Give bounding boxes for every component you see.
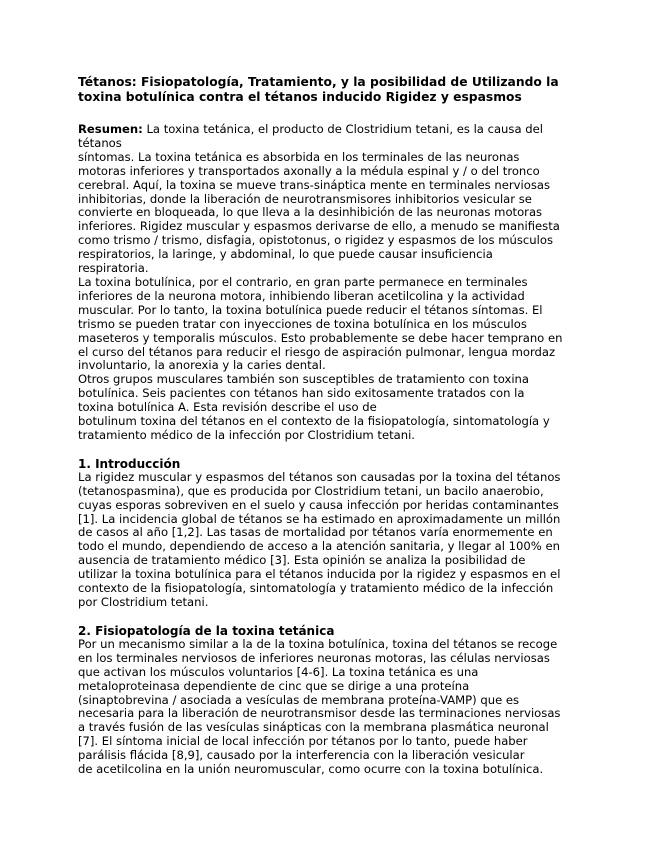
abstract [78, 123, 572, 443]
abstract-line: inferiores de la neurona motora, inhibiendo liberan acetilcolina y la actividad [78, 288, 525, 303]
abstract-line: botulinum toxina del tétanos en el contexto de la fisiopatología, sintomatología y [78, 414, 550, 429]
body-line: utilizar la toxina botulínica para el tétanos inducida por la rigidez y espasmos en el [78, 567, 561, 582]
abstract-first-line [78, 123, 572, 137]
title-line: toxina botulínica contra el tétanos inducido Rigidez y espasmos [78, 90, 522, 104]
section-introduction [78, 457, 572, 610]
abstract-line: inhibitorias, donde la liberación de neurotransmisores inhibitorios vesicular se [78, 191, 532, 206]
abstract-label: Resumen: [78, 122, 143, 136]
body-line: La rigidez muscular y espasmos del tétanos son causadas por la toxina del tétanos [78, 469, 561, 484]
body-line: contexto de la fisiopatología, sintomatología y tratamiento médico de la infección [78, 581, 554, 596]
body-line: (tetanospasmina), que es producida por Clostridium tetani, un bacilo anaerobio, [78, 483, 544, 498]
abstract-line: toxina botulínica A. Esta revisión describe el uso de [78, 400, 377, 415]
abstract-text: La toxina tetánica, el producto de Clostridium tetani, es la causa del [142, 122, 543, 136]
abstract-line: convierte en bloqueada, lo que lleva a la desinhibición de las neuronas motoras [78, 205, 543, 220]
document-page [78, 75, 572, 777]
abstract-line: como trismo / trismo, disfagia, opistotonus, o rigidez y espasmos de los músculos [78, 233, 553, 248]
body-line: (sinaptobrevina / asociada a vesículas de membrana proteína-VAMP) que es [78, 692, 520, 707]
abstract-line: motoras inferiores y transportados axonally a la médula espinal y / o del tronco [78, 163, 540, 178]
body-line: en los terminales nerviosos de inferiores neuronas motoras, las células nerviosas [78, 650, 550, 665]
paper-title [78, 75, 572, 105]
body-line: metaloproteinasa dependiente de cinc que se dirige a una proteína [78, 678, 470, 693]
abstract-line: el curso del tétanos para reducir el riesgo de aspiración pulmonar, lengua mordaz [78, 344, 556, 359]
body-line: todo el mundo, dependiendo de acceso a la atención sanitaria, y llegar al 100% en [78, 539, 560, 554]
body-line: de casos al año [1,2]. Las tasas de mortalidad por tétanos varía enormemente en [78, 525, 553, 540]
abstract-line: maseteros y temporalis músculos. Esto probablemente se debe hacer temprano en [78, 330, 563, 345]
section-pathophysiology [78, 624, 572, 777]
abstract-line: respiratoria. [78, 261, 149, 276]
body-line: Por un mecanismo similar a la de la toxina botulínica, toxina del tétanos se recoge [78, 636, 558, 651]
body-line: [7]. El síntoma inicial de local infección por tétanos por lo tanto, puede haber [78, 734, 528, 749]
body-line: [1]. La incidencia global de tétanos se ha estimado en aproximadamente un millón [78, 511, 561, 526]
abstract-line: muscular. Por lo tanto, la toxina botulínica puede reducir el tétanos síntomas. El [78, 302, 543, 317]
abstract-line: botulínica. Seis pacientes con tétanos han sido exitosamente tratados con la [78, 386, 525, 401]
abstract-line: tratamiento médico de la infección por Clostridium tetani. [78, 427, 415, 442]
abstract-line: inferiores. Rigidez muscular y espasmos derivarse de ello, a menudo se manifiesta [78, 219, 560, 234]
abstract-line: Otros grupos musculares también son susceptibles de tratamiento con toxina [78, 372, 529, 387]
abstract-line: La toxina botulínica, por el contrario, en gran parte permanece en terminales [78, 274, 528, 289]
abstract-line: involuntario, la anorexia y la caries dental. [78, 358, 326, 373]
abstract-line: respiratorios, la laringe, y abdominal, lo que puede causar insuficiencia [78, 247, 493, 262]
body-line: de acetilcolina en la unión neuromuscular, como ocurre con la toxina botulínica. [78, 762, 544, 777]
body-line: necesaria para la liberación de neurotransmisor desde las terminaciones nerviosas [78, 706, 561, 721]
body-line: parálisis flácida [8,9], causado por la interferencia con la liberación vesicular [78, 748, 525, 763]
body-line: por Clostridium tetani. [78, 595, 209, 609]
body-line: que activan los músculos voluntarios [4-6]. La toxina tetánica es una [78, 664, 479, 679]
title-line: Tétanos: Fisiopatología, Tratamiento, y la posibilidad de Utilizando la [78, 75, 559, 89]
abstract-line: síntomas. La toxina tetánica es absorbida en los terminales de las neuronas [78, 149, 520, 164]
abstract-line: tétanos [78, 135, 122, 150]
body-line: ausencia de tratamiento médico [3]. Esta opinión se analiza la posibilidad de [78, 553, 526, 568]
abstract-line: cerebral. Aquí, la toxina se mueve trans-sináptica mente en terminales nerviosas [78, 177, 551, 192]
section-heading: 2. Fisiopatología de la toxina tetánica [78, 623, 335, 638]
abstract-line: trismo se pueden tratar con inyecciones de toxina botulínica en los músculos [78, 316, 527, 331]
body-line: cuyas esporas sobreviven en el suelo y causa infección por heridas contaminantes [78, 497, 559, 512]
section-heading: 1. Introducción [78, 456, 181, 471]
body-line: a través fusión de las vesículas sinápticas con la membrana plasmática neuronal [78, 720, 549, 735]
